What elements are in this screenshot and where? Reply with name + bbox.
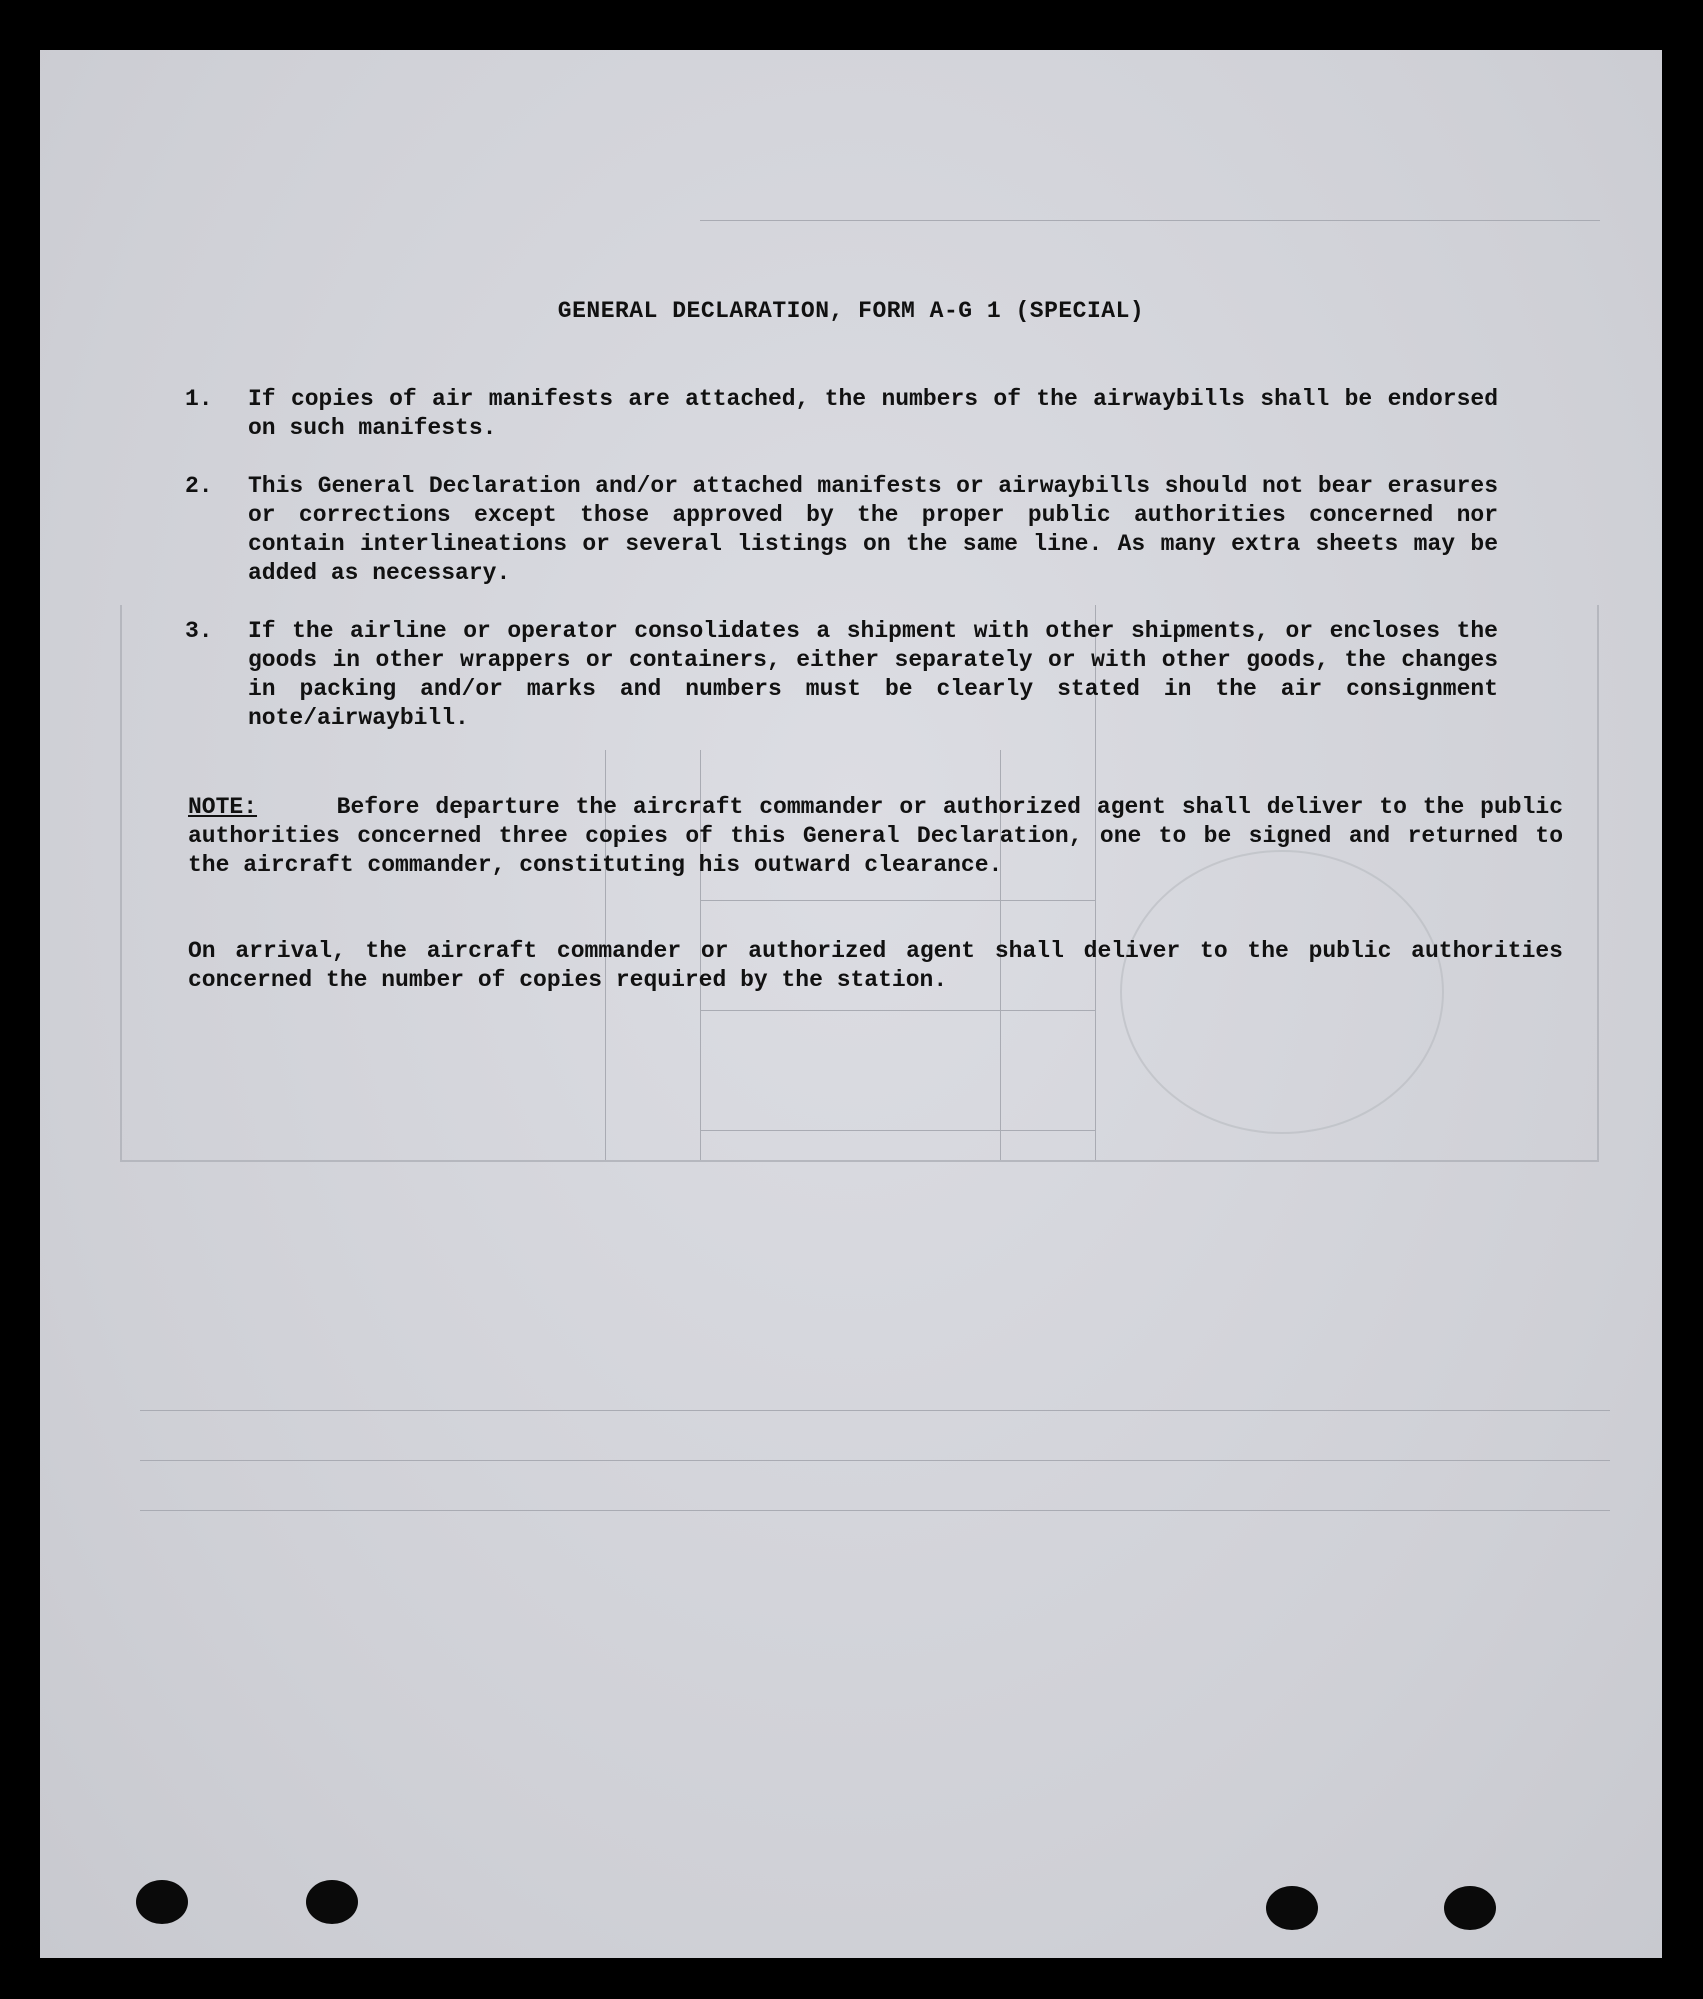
- item-text: This General Declaration and/or attached manifests or airwaybills should not bear erasures or corrections except those approved by the proper public authorities concerned nor contain interlineations or several listings on the same line. As many extra sheets may be added as necessary.: [248, 473, 1498, 586]
- punch-hole: [306, 1880, 358, 1924]
- bleed-through-rule: [700, 1130, 1095, 1131]
- item-number: 2.: [185, 473, 213, 499]
- bleed-through-rule: [700, 220, 1600, 221]
- punch-hole: [136, 1880, 188, 1924]
- bleed-through-rule: [700, 900, 1095, 901]
- document-sheet: [40, 50, 1662, 1958]
- item-text: If the airline or operator consolidates a shipment with other shipments, or encloses the goods in other wrappers or containers, either separately or with other goods, the changes in packing and/or marks and numbers must be clearly stated in the air consignment note/airwaybill.: [248, 618, 1498, 731]
- punch-hole: [1266, 1886, 1318, 1930]
- bleed-through-rule: [700, 1010, 1095, 1011]
- bleed-through-rule: [140, 1410, 1610, 1411]
- item-text: If copies of air manifests are attached, the numbers of the airwaybills shall be endorsed on such manifests.: [248, 386, 1498, 441]
- document-title: GENERAL DECLARATION, FORM A-G 1 (SPECIAL): [557, 298, 1145, 324]
- punch-hole: [1444, 1886, 1496, 1930]
- bleed-through-rule: [140, 1510, 1610, 1511]
- note-paragraph: [188, 793, 1563, 880]
- item-number: 3.: [185, 618, 213, 644]
- bleed-through-rule: [140, 1460, 1610, 1461]
- note-text: Before departure the aircraft commander or authorized agent shall deliver to the public authorities concerned three copies of this General Declaration, one to be signed and returned to the aircraft commander, constituting his outward clearance.: [188, 794, 1564, 878]
- arrival-paragraph: On arrival, the aircraft commander or authorized agent shall deliver to the public authorities concerned the number of copies required by the station.: [188, 938, 1563, 993]
- item-number: 1.: [185, 386, 213, 412]
- note-label: NOTE:: [188, 794, 258, 820]
